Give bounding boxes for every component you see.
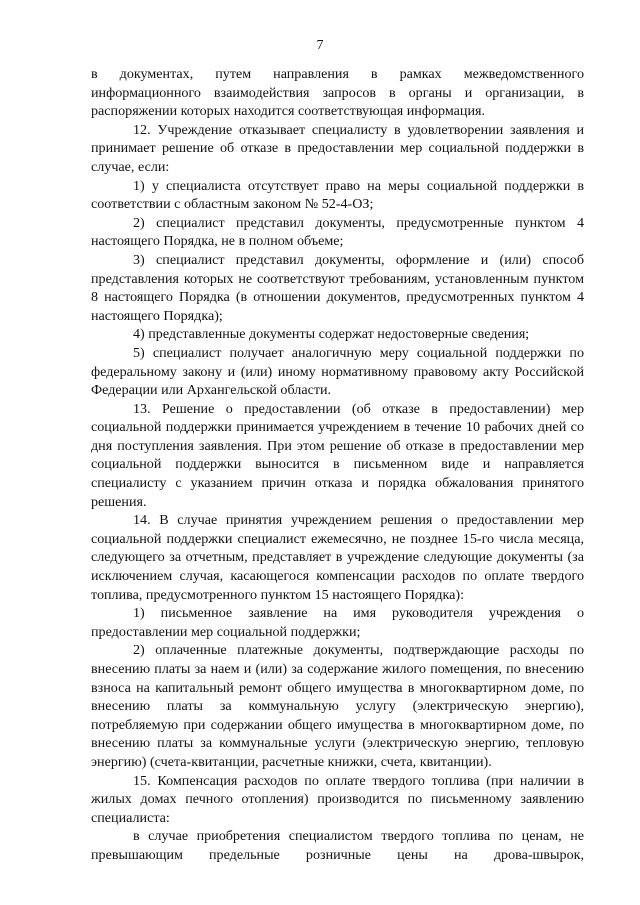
paragraph: 12. Учреждение отказывает специалисту в удовлетворении заявления и принимает решение об отказе в предоставлении мер социальной поддержки в случае, если:: [91, 121, 584, 175]
list-item: 1) письменное заявление на имя руководителя учреждения о предоставлении мер социальной поддержки;: [91, 605, 584, 640]
document-body: [91, 65, 584, 865]
paragraph: в случае приобретения специалистом твердого топлива по ценам, не превышающим предельные розничные цены на дрова-швырок,: [91, 828, 584, 863]
list-item: 4) представленные документы содержат недостоверные сведения;: [133, 326, 530, 343]
list-item: 3) специалист представил документы, оформление и (или) способ представления которых не соответствуют требованиям, установленным пунктом 8 настоящего Порядка (в отношении документов, предусмотренных пунктом 4 настоящего Порядка);: [91, 251, 584, 324]
paragraph: 15. Компенсация расходов по оплате твердого топлива (при наличии в жилых домах печного отопления) производится по письменному заявлению специалиста:: [91, 772, 584, 826]
list-item: 1) у специалиста отсутствует право на меры социальной поддержки в соответствии с областным законом № 52-4-ОЗ;: [91, 177, 584, 213]
paragraph: в документах, путем направления в рамках межведомственного информационного взаимодействия запросов в органы и организации, в распоряжении которых находится соответствующая информация.: [91, 66, 584, 120]
list-item: 2) специалист представил документы, предусмотренные пунктом 4 настоящего Порядка, не в полном объеме;: [91, 214, 584, 250]
paragraph: 14. В случае принятия учреждением решения о предоставлении мер социальной поддержки специалист ежемесячно, не позднее 15-го числа месяца, следующего за отчетным, представляет в учреждение следующие документы (за исключением случая, касающегося компенсации расходов по оплате твердого топлива, предусмотренного пунктом 15 настоящего Порядка):: [91, 512, 584, 603]
paragraph: 13. Решение о предоставлении (об отказе в предоставлении) мер социальной поддержки принимается учреждением в течение 10 рабочих дней со дня поступления заявления. При этом решение об отказе в предоставлении мер социальной поддержки выносится в письменном виде и направляется специалисту с указанием причин отказа и порядка обжалования принятого решения.: [91, 400, 584, 510]
list-item: 5) специалист получает аналогичную меру социальной поддержки по федеральному закону и (или) иному нормативному правовому акту Российской Федерации или Архангельской области.: [91, 344, 584, 399]
list-item: 2) оплаченные платежные документы, подтверждающие расходы по внесению платы за наем и (или) за содержание жилого помещения, по внесению взноса на капитальный ремонт общего имущества в многоквартирном доме, по внесению платы за коммунальную услугу (электрическую энергию), потребляемую при содержании общего имущества в многоквартирном доме, по внесению платы за коммунальные услуги (электрическую энергию, тепловую энергию) (счета-квитанции, расчетные книжки, счета, квитанции).: [91, 642, 584, 770]
page-number: 7: [316, 38, 324, 53]
